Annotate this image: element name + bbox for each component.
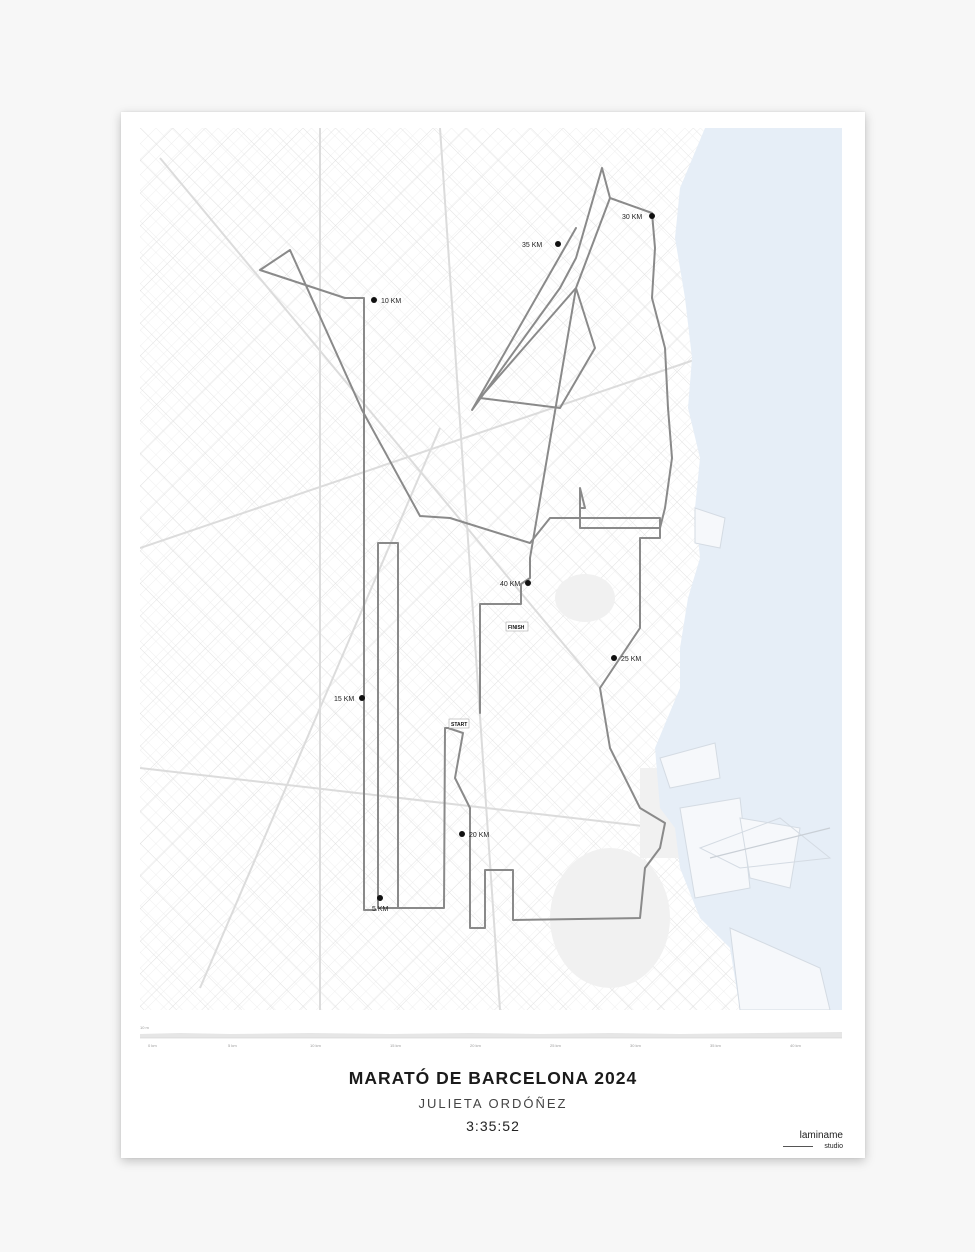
elevation-tick-30: 30 km <box>630 1043 641 1048</box>
svg-text:5 KM: 5 KM <box>372 906 389 913</box>
elevation-tick-10: 10 km <box>310 1043 321 1048</box>
svg-text:20 KM: 20 KM <box>469 832 490 839</box>
brand-name: laminame <box>799 1130 843 1141</box>
svg-text:15 KM: 15 KM <box>334 696 355 703</box>
elevation-max-label: 10 m <box>140 1025 149 1030</box>
svg-text:40 KM: 40 KM <box>500 581 521 588</box>
svg-text:10 KM: 10 KM <box>381 298 402 305</box>
elevation-tick-25: 25 km <box>550 1043 561 1048</box>
svg-text:35 KM: 35 KM <box>522 242 543 249</box>
elevation-tick-0: 0 km <box>148 1043 157 1048</box>
elevation-tick-5: 5 km <box>228 1043 237 1048</box>
runner-name: JULIETA ORDÓÑEZ <box>418 1096 568 1111</box>
brand-divider <box>783 1146 813 1147</box>
svg-text:START: START <box>451 722 468 728</box>
poster-title: MARATÓ DE BARCELONA 2024 <box>348 1068 638 1088</box>
elevation-tick-40: 40 km <box>790 1043 801 1048</box>
elevation-tick-20: 20 km <box>470 1043 481 1048</box>
elevation-profile <box>140 1024 842 1064</box>
finish-time: 3:35:52 <box>466 1118 520 1134</box>
svg-text:25 KM: 25 KM <box>621 656 642 663</box>
elevation-tick-35: 35 km <box>710 1043 721 1048</box>
route-map <box>140 128 842 1010</box>
poster <box>121 112 865 1158</box>
finish-tag <box>506 622 528 631</box>
svg-text:30 KM: 30 KM <box>622 214 643 221</box>
elevation-ticks <box>148 1043 802 1048</box>
brand-logo <box>783 1130 843 1150</box>
brand-sub: studio <box>824 1143 843 1150</box>
elevation-tick-15: 15 km <box>390 1043 401 1048</box>
svg-text:FINISH: FINISH <box>508 625 525 631</box>
start-tag <box>449 719 469 728</box>
